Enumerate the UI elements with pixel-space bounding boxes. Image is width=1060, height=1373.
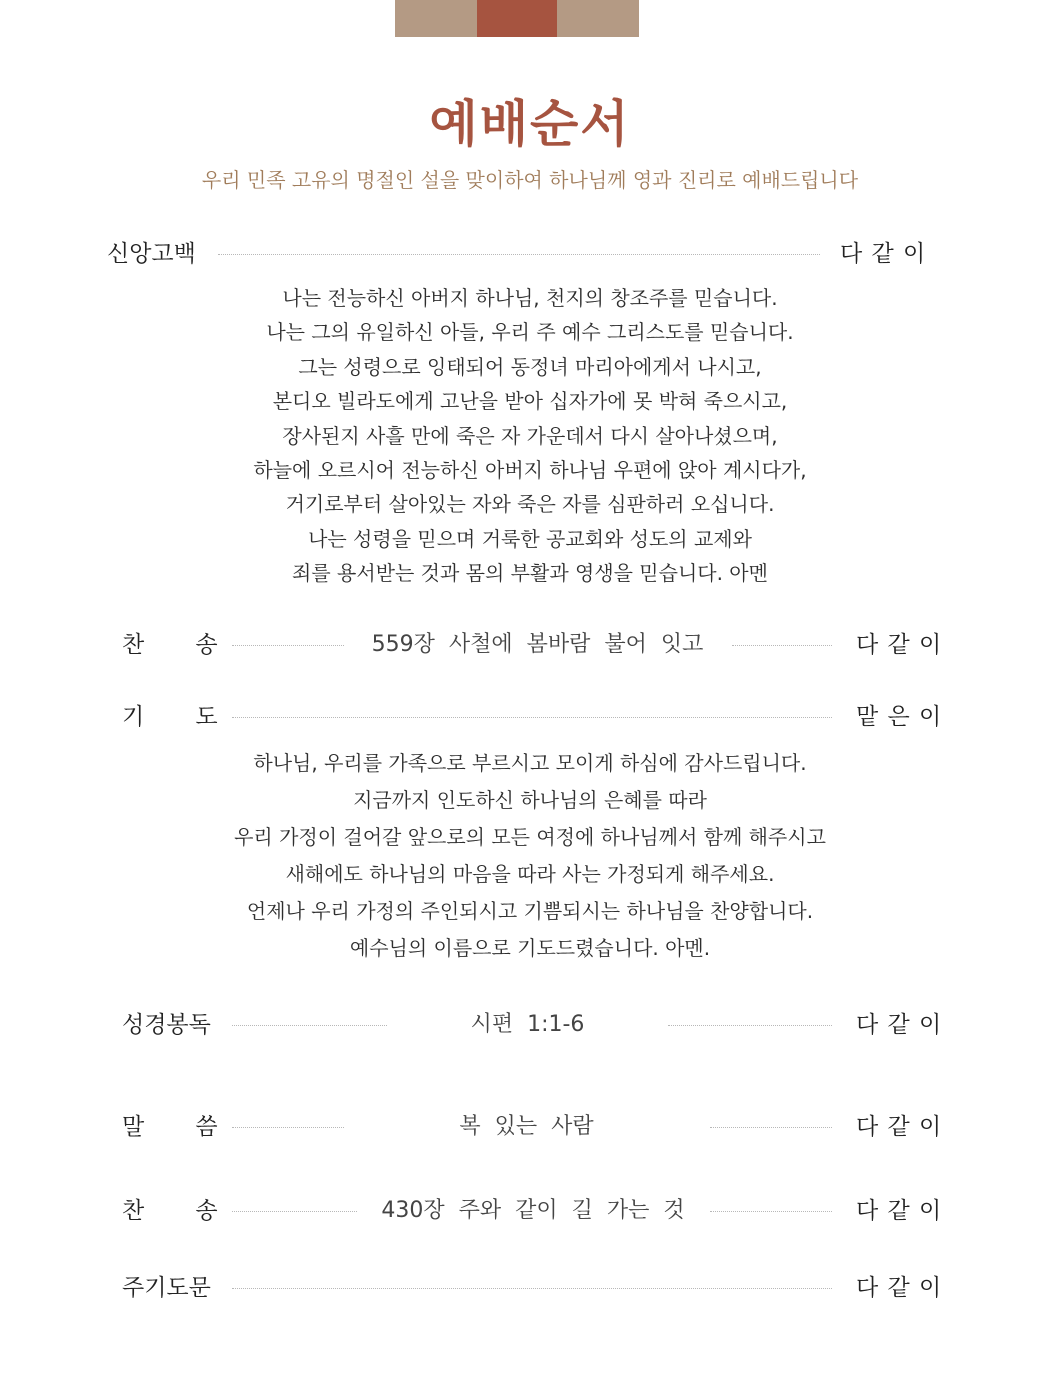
tab-segment-center	[477, 0, 557, 37]
hymn2-leader: 다 같 이	[856, 1198, 943, 1224]
hymn2-title: 430장 주와 같이 길 가는 것	[381, 1198, 685, 1223]
prayer-line: 우리 가정이 걸어갈 앞으로의 모든 여정에 하나님께서 함께 해주시고	[234, 825, 826, 849]
creed-line: 거기로부터 살아있는 자와 죽은 자를 심판하러 오십니다.	[285, 492, 775, 517]
sermon-leader: 다 같 이	[856, 1114, 943, 1140]
prayer-label: 기 도	[122, 704, 218, 730]
hymn1-leader: 다 같 이	[856, 632, 943, 658]
creed-line: 그는 성령으로 잉태되어 동정녀 마리아에게서 나시고,	[298, 354, 762, 379]
hymn2-label: 찬 송	[122, 1198, 218, 1224]
top-tab-bar	[395, 0, 639, 37]
hymn1-row	[0, 625, 1060, 665]
prayer-line: 새해에도 하나님의 마음을 따라 사는 가정되게 해주세요.	[285, 862, 775, 886]
dotted-leader	[232, 1288, 832, 1289]
page-title: 예배순서	[429, 95, 631, 153]
page-subtitle: 우리 민족 고유의 명절인 설을 맞이하여 하나님께 영과 진리로 예배드립니다	[201, 168, 859, 192]
creed-line: 나는 성령을 믿으며 거룩한 공교회와 성도의 교제와	[308, 526, 752, 551]
lords-prayer-label: 주기도문	[122, 1275, 211, 1301]
creed-label: 신앙고백	[107, 241, 196, 267]
creed-line: 하늘에 오르시어 전능하신 아버지 하나님 우편에 앉아 계시다가,	[253, 457, 807, 482]
creed-line: 본디오 빌라도에게 고난을 받아 십자가에 못 박혀 죽으시고,	[272, 389, 788, 414]
reading-passage: 시편 1:1-6	[470, 1012, 585, 1037]
lords-prayer-row	[0, 1268, 1060, 1308]
dotted-leader	[732, 645, 832, 646]
hymn1-title: 559장 사철에 봄바람 불어 잇고	[371, 632, 704, 657]
reading-row	[0, 1005, 1060, 1045]
dotted-leader	[232, 1025, 387, 1026]
sermon-title: 복 있는 사람	[459, 1114, 594, 1139]
lords-prayer-leader: 다 같 이	[856, 1275, 943, 1301]
dotted-leader	[232, 1127, 344, 1128]
reading-leader: 다 같 이	[856, 1012, 943, 1038]
dotted-leader	[232, 717, 832, 718]
hymn2-row	[0, 1191, 1060, 1231]
sermon-row	[0, 1107, 1060, 1147]
prayer-row	[0, 697, 1060, 737]
prayer-leader: 맡 은 이	[856, 704, 943, 730]
creed-leader: 다 같 이	[840, 241, 927, 267]
reading-label: 성경봉독	[122, 1012, 211, 1038]
tab-segment-left	[395, 0, 477, 37]
creed-line: 나는 전능하신 아버지 하나님, 천지의 창조주를 믿습니다.	[282, 286, 778, 310]
creed-text	[0, 281, 1060, 591]
prayer-text	[0, 745, 1060, 967]
prayer-line: 지금까지 인도하신 하나님의 은혜를 따라	[353, 788, 707, 812]
prayer-line: 언제나 우리 가정의 주인되시고 기쁨되시는 하나님을 찬양합니다.	[246, 899, 814, 923]
creed-line: 죄를 용서받는 것과 몸의 부활과 영생을 믿습니다. 아멘	[292, 561, 768, 586]
dotted-leader	[668, 1025, 832, 1026]
prayer-line: 하나님, 우리를 가족으로 부르시고 모이게 하심에 감사드립니다.	[253, 751, 807, 775]
dotted-leader	[218, 254, 820, 255]
hymn1-label: 찬 송	[122, 632, 218, 658]
dotted-leader	[232, 1211, 357, 1212]
prayer-line: 예수님의 이름으로 기도드렸습니다. 아멘.	[349, 936, 711, 960]
creed-row	[0, 234, 1060, 274]
tab-segment-right	[557, 0, 639, 37]
creed-line: 나는 그의 유일하신 아들, 우리 주 예수 그리스도를 믿습니다.	[266, 320, 794, 345]
creed-line: 장사된지 사흘 만에 죽은 자 가운데서 다시 살아나셨으며,	[282, 423, 778, 448]
dotted-leader	[232, 645, 344, 646]
dotted-leader	[710, 1127, 832, 1128]
sermon-label: 말 씀	[122, 1114, 218, 1140]
dotted-leader	[710, 1211, 832, 1212]
